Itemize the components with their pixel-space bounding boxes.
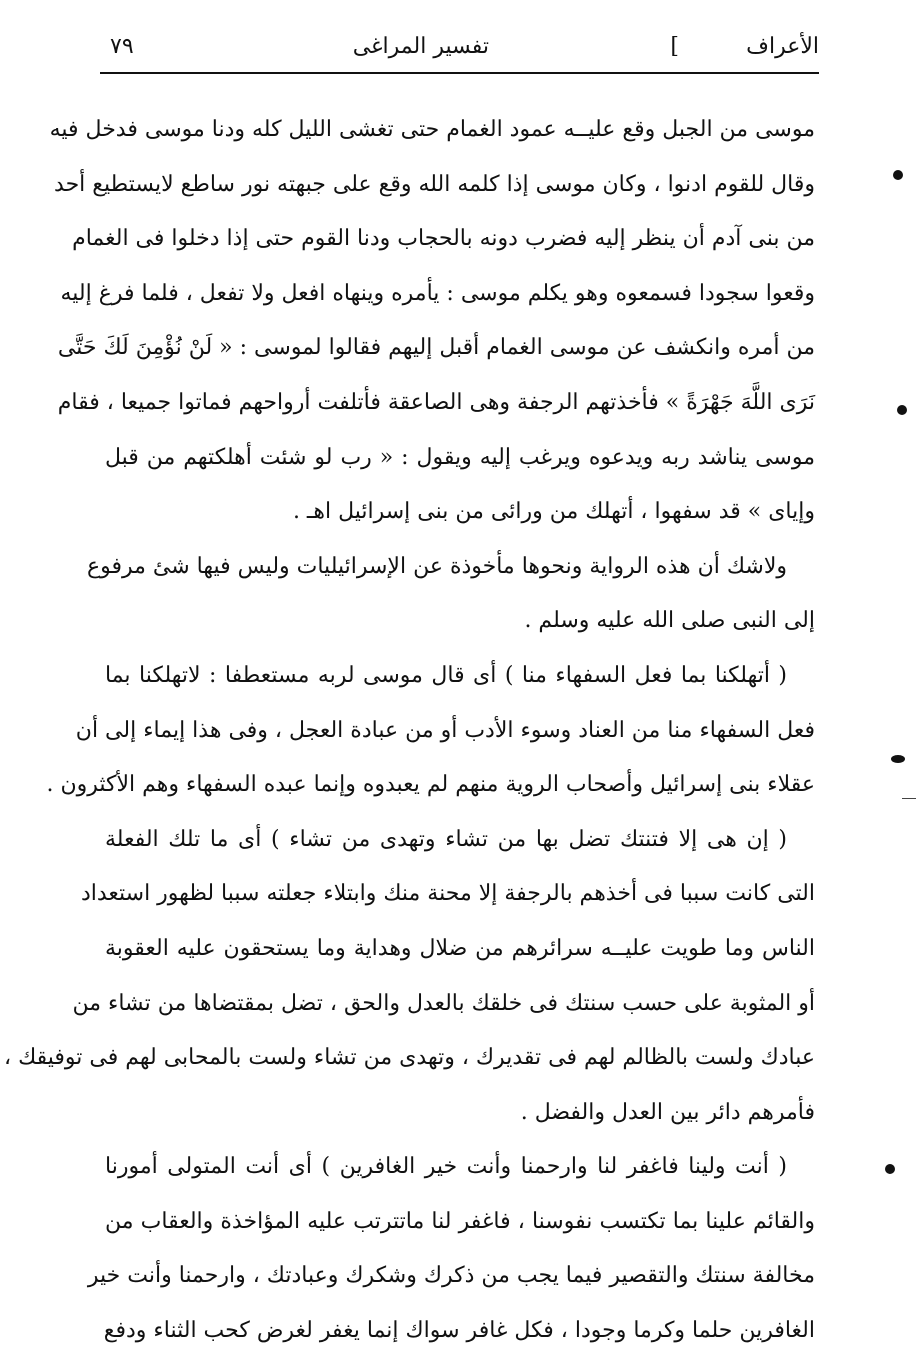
text-line: والقائم علينا بما تكتسب نفوسنا ، فاغفر لنا ماتترتب عليه المؤاخذة والعقاب من (105, 1208, 815, 1234)
margin-ink-mark (891, 755, 905, 763)
margin-tick (902, 798, 916, 799)
margin-ink-mark (893, 170, 903, 180)
text-line: فأمرهم دائر بين العدل والفضل . (520, 1099, 815, 1125)
book-title: تفسير المراغى (352, 34, 489, 59)
page-body (3, 103, 815, 1359)
text-line: عبادك ولست بالظالم لهم فى تقديرك ، وتهدى من تشاء ولست بالمحابى لهم فى توفيقك ، (3, 1045, 815, 1071)
margin-ink-mark (897, 405, 907, 415)
text-line: ( إن هى إلا فتنتك تضل بها من تشاء وتهدى من تشاء ) أى ما تلك الفعلة (105, 826, 787, 852)
text-line: وقال للقوم ادنوا ، وكان موسى إذا كلمه الله وقع على جبهته نور ساطع لايستطيع أحد (54, 171, 815, 197)
header-rule (100, 72, 819, 74)
margin-ink-mark (885, 1164, 895, 1174)
text-line: موسى يناشد ربه ويدعوه ويرغب إليه ويقول : « رب لو شئت أهلكتهم من قبل (105, 444, 815, 470)
text-line: ولاشك أن هذه الرواية ونحوها مأخوذة عن الإسرائيليات وليس فيها شئ مرفوع (86, 553, 787, 579)
header-bracket: ] (670, 34, 679, 59)
text-line: وإياى » قد سفهوا ، أتهلك من ورائى من بنى إسرائيل اهـ . (292, 499, 815, 525)
text-line: ( أنت ولينا فاغفر لنا وارحمنا وأنت خير الغافرين ) أى أنت المتولى أمورنا (105, 1154, 787, 1180)
text-line: عقلاء بنى إسرائيل وأصحاب الروية منهم لم يعبدوه وإنما عبده السفهاء وهم الأكثرون . (46, 772, 815, 798)
text-line: موسى من الجبل وقع عليــه عمود الغمام حتى تغشى الليل كله ودنا موسى فدخل فيه (49, 117, 815, 142)
text-line: ( أتهلكنا بما فعل السفهاء منا ) أى قال موسى لربه مستعطفا : لاتهلكنا بما (105, 662, 787, 688)
text-line: فعل السفهاء منا من العناد وسوء الأدب أو من عبادة العجل ، وفى هذا إيماء إلى أن (75, 717, 815, 743)
page-number: ٧٩ (110, 34, 134, 59)
text-line: نَرَى اللَّهَ جَهْرَةً » فأخذتهم الرجفة وهى الصاعقة فأتلفت أرواحهم فماتوا جميعا ، فقام (57, 389, 815, 415)
text-line: مخالفة سنتك والتقصير فيما يجب من ذكرك وشكرك وعبادتك ، وارحمنا وأنت خير (87, 1263, 815, 1289)
text-line: أو المثوبة على حسب سنتك فى خلقك بالعدل والحق ، تضل بمقتضاها من تشاء من (72, 990, 815, 1016)
page-header (110, 30, 819, 64)
text-line: الغافرين حلما وكرما وجودا ، فكل غافر سواك إنما يغفر لغرض كحب الثناء ودفع (103, 1318, 815, 1344)
text-line: من بنى آدم أن ينظر إليه فضرب دونه بالحجاب ودنا القوم حتى إذا دخلوا فى الغمام (72, 226, 815, 252)
text-line: التى كانت سببا فى أخذهم بالرجفة إلا محنة منك وابتلاء جعلته سببا لظهور استعداد (80, 881, 815, 907)
text-line: وقعوا سجودا فسمعوه وهو يكلم موسى : يأمره وينهاه افعل ولا تفعل ، فلما فرغ إليه (60, 280, 815, 306)
text-line: الناس وما طويت عليــه سرائرهم من ضلال وهداية وما يستحقون عليه العقوبة (105, 935, 815, 961)
text-line: إلى النبى صلى الله عليه وسلم . (524, 608, 815, 634)
surah-name: الأعراف (746, 34, 819, 59)
text-line: من أمره وانكشف عن موسى الغمام أقبل إليهم فقالوا لموسى : « لَنْ نُؤْمِنَ لَكَ حَتَّى (57, 335, 815, 361)
